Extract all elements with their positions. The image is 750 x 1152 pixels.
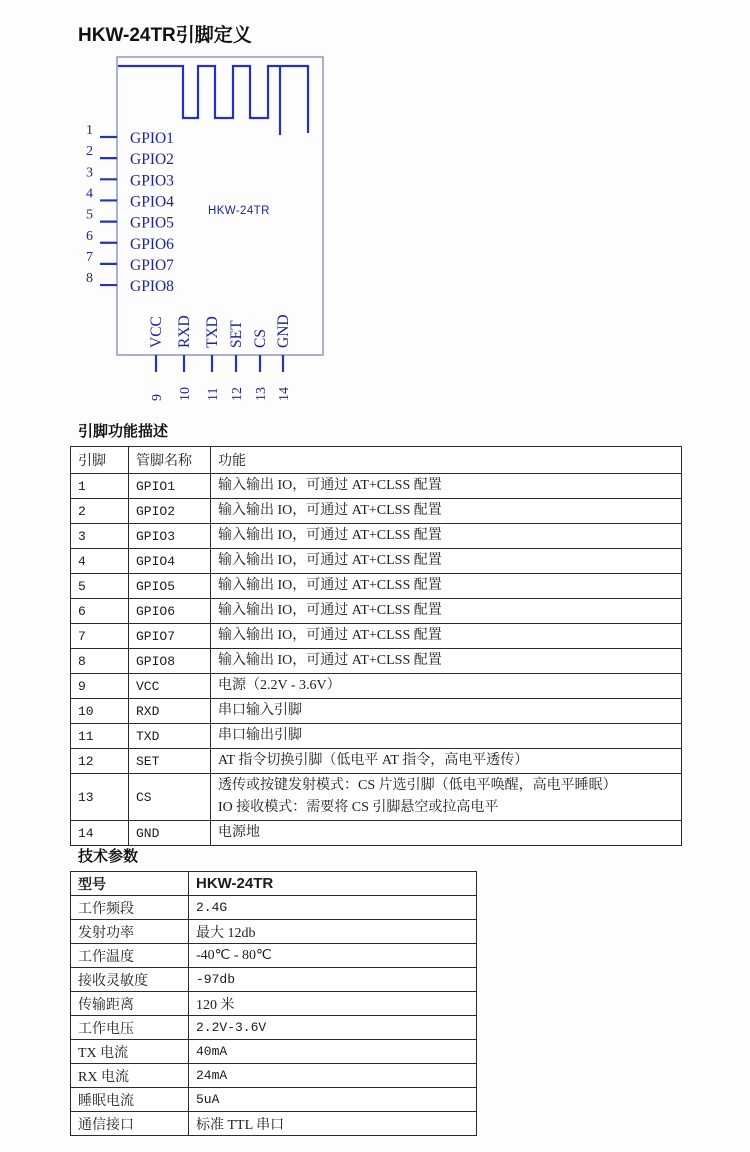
pin-table-row — [71, 549, 682, 574]
pin-label: GPIO1 — [130, 130, 174, 147]
technical-parameters-table — [70, 871, 477, 1136]
pin-table-row — [71, 524, 682, 549]
function-text: 输入输出 IO，可通过 AT+CLSS 配置 — [218, 528, 442, 543]
pin-number-cell: 1 — [71, 474, 129, 499]
spec-table-row — [71, 1112, 477, 1136]
function-text: 透传或按键发射模式：CS 片选引脚（低电平唤醒，高电平睡眠） — [218, 778, 617, 793]
pin-number-cell: 3 — [71, 524, 129, 549]
function-text: IO 接收模式：需要将 CS 引脚悬空或拉高电平 — [218, 800, 499, 815]
pin-table-row — [71, 649, 682, 674]
pin-number: 3 — [86, 165, 93, 181]
pin-number-cell: 11 — [71, 724, 129, 749]
pin-label: GPIO2 — [130, 151, 174, 169]
spec-label-cell: TX 电流 — [71, 1040, 189, 1064]
pin-table-row — [71, 699, 682, 724]
pin-table-row — [71, 749, 682, 774]
pin-name-cell: CS — [129, 774, 211, 821]
bottom-pin-group — [148, 314, 292, 401]
pin-table-row — [71, 499, 682, 524]
pin-table-row — [71, 474, 682, 499]
pin-name-cell: GPIO2 — [129, 499, 211, 524]
function-text: AT 指令切换引脚（低电平 AT 指令，高电平透传） — [218, 753, 529, 768]
pin-function-cell — [211, 821, 682, 846]
function-text: 电源（2.2V - 3.6V） — [218, 678, 341, 693]
pin-function-cell — [211, 649, 682, 674]
spec-label-cell: 型号 — [71, 872, 189, 896]
spec-label-cell: 工作温度 — [71, 944, 189, 968]
pin-function-cell — [211, 699, 682, 724]
spec-table-title: 技术参数 — [78, 848, 139, 865]
pin-label: GPIO5 — [130, 214, 174, 232]
pin-table-title: 引脚功能描述 — [78, 423, 169, 440]
pin-number: 12 — [230, 387, 245, 401]
pin-name-cell: GND — [129, 821, 211, 846]
pin-number: 11 — [206, 387, 221, 401]
header-cell: 管脚名称 — [129, 447, 211, 474]
spec-table-row — [71, 992, 477, 1016]
spec-value-cell: -97db — [189, 968, 477, 992]
spec-label-cell: 接收灵敏度 — [71, 968, 189, 992]
pin-name-cell: GPIO7 — [129, 624, 211, 649]
pin-number-cell: 4 — [71, 549, 129, 574]
header-cell: 功能 — [211, 447, 682, 474]
function-text: 输入输出 IO，可通过 AT+CLSS 配置 — [218, 478, 442, 493]
pin-number: 7 — [86, 249, 93, 265]
pin-table-row — [71, 624, 682, 649]
pin-name-cell: TXD — [129, 724, 211, 749]
pin-function-cell — [211, 574, 682, 599]
function-text: 输入输出 IO，可通过 AT+CLSS 配置 — [218, 653, 442, 668]
pin-number: 13 — [254, 387, 269, 401]
spec-value-cell: 2.4G — [189, 896, 477, 920]
spec-value-cell: 5uA — [189, 1088, 477, 1112]
module-name-label: HKW-24TR — [208, 205, 270, 217]
spec-value-cell: 120 米 — [189, 992, 477, 1016]
spec-value-cell: 24mA — [189, 1064, 477, 1088]
pin-number-cell: 10 — [71, 699, 129, 724]
page-title: HKW-24TR引脚定义 — [78, 25, 252, 46]
spec-table-row — [71, 1016, 477, 1040]
spec-value-cell: -40℃ - 80℃ — [189, 944, 477, 968]
function-text: 输入输出 IO，可通过 AT+CLSS 配置 — [218, 553, 442, 568]
spec-label-cell: 发射功率 — [71, 920, 189, 944]
function-text: 输入输出 IO，可通过 AT+CLSS 配置 — [218, 503, 442, 518]
spec-value-cell: 最大 12db — [189, 920, 477, 944]
spec-value-cell: 标准 TTL 串口 — [189, 1112, 477, 1136]
pin-number-cell: 12 — [71, 749, 129, 774]
pin-label: SET — [228, 320, 245, 348]
pin-name-cell: VCC — [129, 674, 211, 699]
pin-table-row — [71, 724, 682, 749]
pin-label: GPIO6 — [130, 235, 174, 253]
pin-number-cell: 5 — [71, 574, 129, 599]
pin-number: 2 — [86, 144, 93, 160]
pin-number-cell: 6 — [71, 599, 129, 624]
pin-function-cell — [211, 774, 682, 821]
pin-label: GPIO4 — [130, 193, 174, 211]
spec-table-row — [71, 920, 477, 944]
header-row — [71, 447, 682, 474]
pin-label: GPIO8 — [130, 278, 174, 296]
pin-number: 4 — [86, 186, 93, 202]
pin-number-cell: 2 — [71, 499, 129, 524]
spec-table-row — [71, 944, 477, 968]
spec-table-row — [71, 968, 477, 992]
pin-label: GPIO7 — [130, 256, 174, 274]
pin-function-cell — [211, 724, 682, 749]
left-pin-group — [86, 123, 174, 295]
pin-number-cell: 7 — [71, 624, 129, 649]
spec-value-cell: HKW-24TR — [189, 872, 477, 896]
pin-number-cell: 14 — [71, 821, 129, 846]
function-text: 串口输出引脚 — [218, 728, 302, 743]
pin-function-cell — [211, 524, 682, 549]
pin-label: RXD — [176, 315, 193, 348]
pin-name-cell: GPIO3 — [129, 524, 211, 549]
pin-name-cell: SET — [129, 749, 211, 774]
pin-function-cell — [211, 624, 682, 649]
function-text: 输入输出 IO，可通过 AT+CLSS 配置 — [218, 628, 442, 643]
pin-table-row — [71, 674, 682, 699]
spec-value-cell: 40mA — [189, 1040, 477, 1064]
pin-label: VCC — [148, 316, 165, 348]
pin-number: 6 — [86, 228, 93, 244]
pin-number-cell: 13 — [71, 774, 129, 821]
pin-table-row — [71, 821, 682, 846]
function-text: 输入输出 IO，可通过 AT+CLSS 配置 — [218, 578, 442, 593]
pin-number-cell: 9 — [71, 674, 129, 699]
pin-name-cell: RXD — [129, 699, 211, 724]
pin-number: 5 — [86, 207, 93, 223]
pin-function-cell — [211, 599, 682, 624]
pin-number: 1 — [86, 123, 93, 138]
pin-number: 14 — [277, 387, 292, 401]
header-cell: 引脚 — [71, 447, 129, 474]
pin-number: 10 — [178, 387, 193, 401]
pin-function-table — [70, 446, 682, 846]
pin-name-cell: GPIO1 — [129, 474, 211, 499]
pin-number: 9 — [150, 394, 165, 401]
pin-label: GND — [275, 314, 292, 348]
spec-table-row — [71, 1088, 477, 1112]
pin-number-cell: 8 — [71, 649, 129, 674]
spec-table-row — [71, 896, 477, 920]
pin-name-cell: GPIO8 — [129, 649, 211, 674]
spec-label-cell: 工作频段 — [71, 896, 189, 920]
pin-name-cell: GPIO6 — [129, 599, 211, 624]
function-text: 电源地 — [218, 825, 260, 840]
spec-label-cell: 通信接口 — [71, 1112, 189, 1136]
pin-function-cell — [211, 499, 682, 524]
pin-label: TXD — [204, 316, 221, 348]
pin-function-cell — [211, 749, 682, 774]
spec-value-cell: 2.2V-3.6V — [189, 1016, 477, 1040]
pin-label: GPIO3 — [130, 172, 174, 190]
function-text: 串口输入引脚 — [218, 703, 302, 718]
pin-function-cell — [211, 549, 682, 574]
function-text: 输入输出 IO，可通过 AT+CLSS 配置 — [218, 603, 442, 618]
pin-table-row — [71, 774, 682, 821]
pin-name-cell: GPIO4 — [129, 549, 211, 574]
spec-table-row — [71, 1040, 477, 1064]
pin-number: 8 — [86, 271, 93, 287]
spec-label-cell: 睡眠电流 — [71, 1088, 189, 1112]
pin-table-row — [71, 574, 682, 599]
spec-table-row — [71, 1064, 477, 1088]
pin-label: CS — [252, 329, 269, 348]
spec-label-cell: RX 电流 — [71, 1064, 189, 1088]
pin-name-cell: GPIO5 — [129, 574, 211, 599]
spec-label-cell: 工作电压 — [71, 1016, 189, 1040]
spec-label-cell: 传输距离 — [71, 992, 189, 1016]
module-pin-diagram — [60, 48, 360, 410]
pin-function-cell — [211, 674, 682, 699]
spec-table-row — [71, 872, 477, 896]
pin-table-row — [71, 599, 682, 624]
pin-function-cell — [211, 474, 682, 499]
